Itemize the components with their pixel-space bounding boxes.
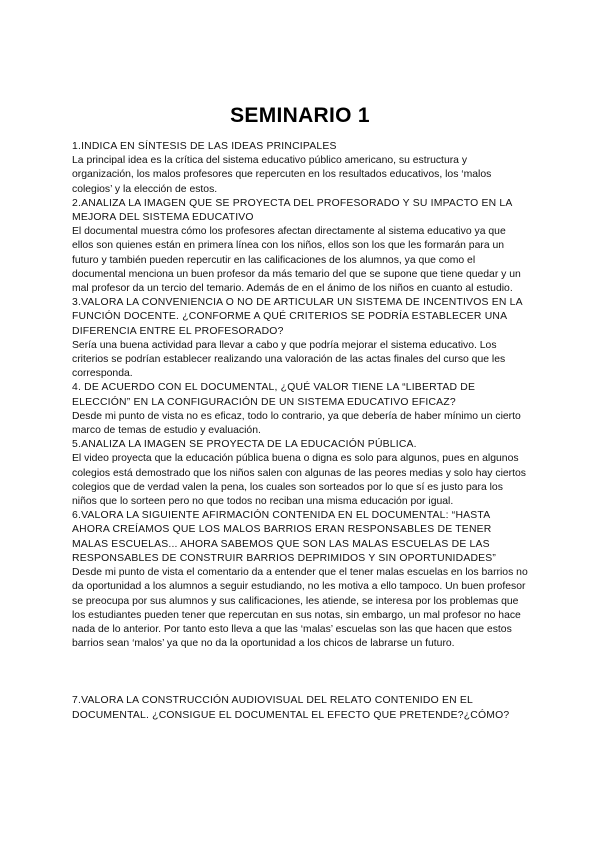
question-7-heading: 7.VALORA LA CONSTRUCCIÓN AUDIOVISUAL DEL RELATO CONTENIDO EN EL DOCUMENTAL. ¿CONSIGUE EL DOCUMENTAL EL EFECTO QUE PRETENDE?¿CÓMO? xyxy=(72,695,510,721)
question-1-heading: 1.INDICA EN SÍNTESIS DE LAS IDEAS PRINCIPALES xyxy=(72,141,337,152)
answer-1: La principal idea es la crítica del sistema educativo público americano, su estructura y organización, los malos profesores que repercuten en los resultados educativos, los ‘malos colegios’ y la elección de estos. xyxy=(72,155,492,195)
question-6-heading: 6.VALORA LA SIGUIENTE AFIRMACIÓN CONTENIDA EN EL DOCUMENTAL: “HASTA AHORA CREÍAMOS QUE LOS MALOS BARRIOS ERAN RESPONSABLES DE TENER MALAS ESCUELAS... AHORA SABEMOS QUE SON LAS MALAS ESCUELAS DE LAS RESPONSABLES DE CONSTRUIR BARRIOS DEPRIMIDOS Y SIN OPORTUNIDADES” xyxy=(72,510,497,564)
question-2-heading: 2.ANALIZA LA IMAGEN QUE SE PROYECTA DEL PROFESORADO Y SU IMPACTO EN LA MEJORA DEL SISTEMA EDUCATIVO xyxy=(72,197,512,224)
question-5-heading: 5.ANALIZA LA IMAGEN SE PROYECTA DE LA EDUCACIÓN PÚBLICA. xyxy=(72,439,417,451)
blank-gap xyxy=(72,651,528,694)
answer-2: El documental muestra cómo los profesores afectan directamente al sistema educativo ya que ellos son quienes están en primera línea con los niños, ellos son los que les formarán para un futuro y también pueden repercutir en las calificaciones de los alumnos, ya que como el documental menciona un buen profesor da más temario del que se supone que tiene quedar y un mal profesor da un tercio del temario. Además de en el ánimo de los niños en cuanto al estudio. xyxy=(72,226,521,295)
answer-4: Desde mi punto de vista no es eficaz, todo lo contrario, ya que debería de haber mínimo un cierto marco de temas de estudio y evaluación. xyxy=(72,410,521,437)
question-3-heading: 3.VALORA LA CONVENIENCIA O NO DE ARTICULAR UN SISTEMA DE INCENTIVOS EN LA FUNCIÓN DOCENTE. ¿CONFORME A QUÉ CRITERIOS SE PODRÍA ESTABLECER UNA DIFERENCIA ENTRE EL PROFESORADO? xyxy=(72,297,523,337)
question-4-heading: 4. DE ACUERDO CON EL DOCUMENTAL, ¿QUÉ VALOR TIENE LA “LIBERTAD DE ELECCIÓN” EN LA CONFIGURACIÓN DE UN SISTEMA EDUCATIVO EFICAZ? xyxy=(72,382,476,408)
answer-6: Desde mi punto de vista el comentario da a entender que el tener malas escuelas en los barrios no da oportunidad a los alumnos a seguir estudiando, no les motiva a ello tampoco. Un buen profesor se preocupa por sus alumnos y sus calificaciones, les atiende, se interesa por los problemas que los estudiantes pueden tener que repercutan en sus notas, sin embargo, un mal profesor no hace nada de lo anterior. Por tanto esto lleva a que las ‘malas’ escuelas son las que hacen que estos barrios sean ‘malos’ ya que no da la oportunidad a los chicos de labrarse un futuro. xyxy=(72,567,528,650)
document-body xyxy=(72,140,528,723)
answer-5: El video proyecta que la educación pública buena o digna es solo para algunos, pues en algunos colegios está demostrado que los niños salen con algunas de las peores medias y solo hay ciertos colegios que de verdad valen la pena, los cuales son sorteados por lo que sí es justo para los niños que lo sorteen pero no que todos no reciban una misma educación por igual. xyxy=(72,453,526,508)
page-title: SEMINARIO 1 xyxy=(230,104,370,127)
answer-3: Sería una buena actividad para llevar a cabo y que podría mejorar el sistema educativo. Los criterios se podrían establecer realizando una valoración de las actas finales del curso que les corresponda. xyxy=(72,339,506,380)
